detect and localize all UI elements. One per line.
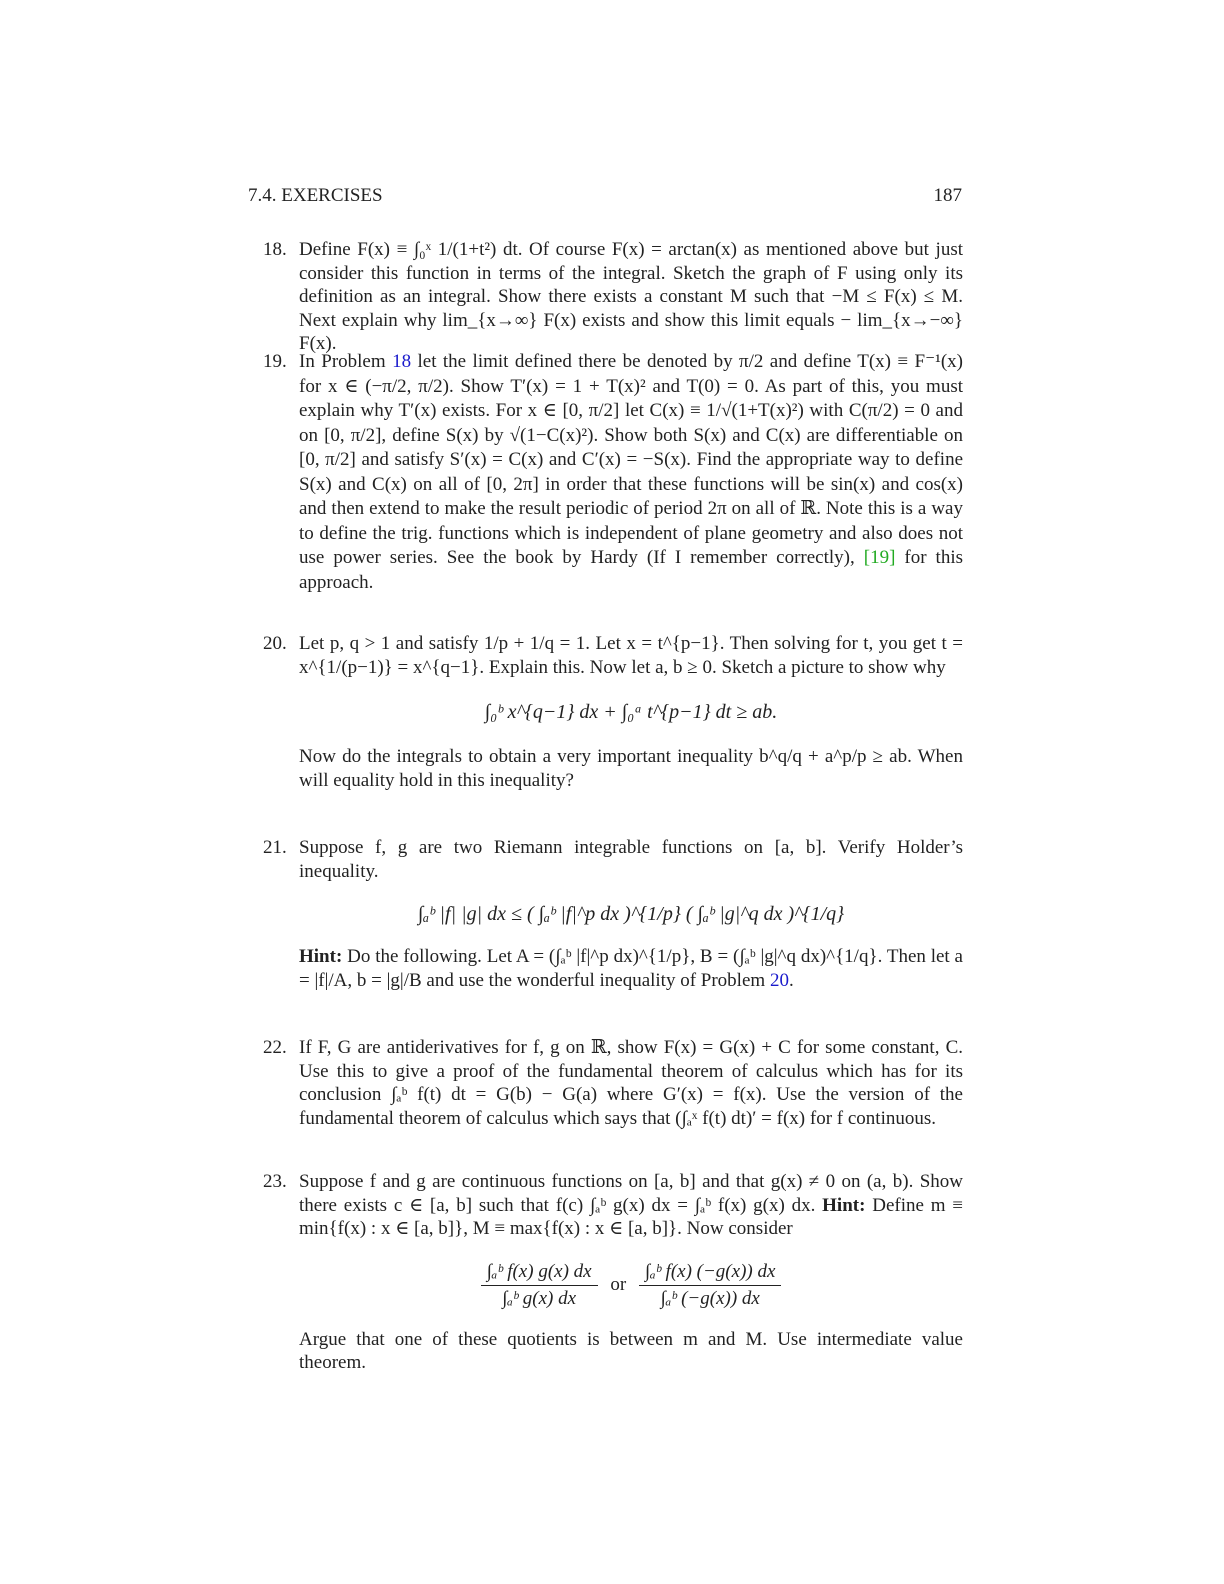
exercise-23 — [263, 1170, 963, 1375]
problem-link[interactable]: 18 — [392, 351, 412, 372]
exercise-text: Let p, q > 1 and satisfy 1/p + 1/q = 1. Let x = t^{p−1}. Then solving for t, you get t = x^{1/(p−1)} = x^{q−1}. Explain this. Now let a, b ≥ 0. Sketch a picture to show why — [299, 633, 963, 678]
exercise-text-continued: Argue that one of these quotients is between m and M. Use intermediate value theorem. — [299, 1328, 963, 1373]
hint-label: Hint: — [822, 1194, 866, 1216]
exercise-text: If F, G are antiderivatives for f, g on ℝ, show F(x) = G(x) + C for some constant, C. Use this to give a proof of the fundamental theorem of calculus which has for its conclusion ∫ₐᵇ f(t) dt = G(b) − G(a) where G′(x) = f(x). Use the version of the fundamental theorem of calculus which says that (∫ₐˣ f(t) dt)′ = f(x) for f continuous. — [299, 1037, 963, 1129]
quotient-fraction: $\frac{\text{∫ₐᵇ f(x) (−g(x)) dx}}{\text{∫ₐᵇ (−g(x)) dx}}$ — [639, 1259, 782, 1312]
exercise-number: 23. — [263, 1171, 287, 1192]
exercise-20 — [263, 632, 963, 792]
exercise-number: 22. — [263, 1037, 287, 1058]
page-number: 187 — [933, 185, 962, 206]
or-word: or — [610, 1274, 627, 1296]
problem-link[interactable]: 20 — [769, 969, 789, 991]
exercise-19 — [263, 350, 963, 595]
holder-inequality: ∫ₐᵇ |f| |g| dx ≤ ( ∫ₐᵇ |f|^p dx )^{1/p} ( ∫ₐᵇ |g|^q dx )^{1/q} — [417, 903, 845, 925]
exercise-number: 18. — [263, 239, 287, 260]
exercise-number: 19. — [263, 351, 287, 372]
exercise-22 — [263, 1036, 963, 1130]
quotient-display — [299, 1259, 963, 1312]
exercise-text: Suppose f and g are continuous functions on [a, b] and that g(x) ≠ 0 on (a, b). Show there exists c ∈ [a, b] such that f(c) ∫ₐᵇ g(x) dx = ∫ₐᵇ f(x) g(x) dx. Hint: Define m ≡ min{f(x) : x ∈ [a, b]}, M ≡ max{f(x) : x ∈ [a, b]}. Now consider — [299, 1171, 964, 1239]
exercise-21 — [263, 836, 963, 992]
running-header — [248, 184, 962, 208]
exercise-text: Define F(x) ≡ ∫₀ˣ 1/(1+t²) dt. Of course F(x) = arctan(x) as mentioned above but just consider this function in terms of the integral. Sketch the graph of F using only its definition as an integral. Show there exists a constant M such that −M ≤ F(x) ≤ M. Next explain why lim_{x→∞} F(x) exists and show this limit equals − lim_{x→−∞} F(x). — [299, 239, 963, 354]
display-equation: ∫₀ᵇ x^{q−1} dx + ∫₀ᵃ t^{p−1} dt ≥ ab. — [484, 701, 778, 723]
exercise-text-continued: Now do the integrals to obtain a very important inequality b^q/q + a^p/p ≥ ab. When will equality hold in this inequality? — [299, 746, 963, 791]
exercise-text: In Problem 18 let the limit defined there be denoted by π/2 and define T(x) ≡ F⁻¹(x) for x ∈ (−π/2, π/2). Show T′(x) = 1 + T(x)² and T(0) = 0. As part of this, you must explain why T′(x) exists. For x ∈ [0, π/2] let C(x) ≡ 1/√(1+T(x)²) with C(π/2) = 0 and on [0, π/2], define S(x) by √(1−C(x)²). Show both S(x) and C(x) are differentiable on [0, π/2] and satisfy S′(x) = C(x) and C′(x) = −S(x). Find the appropriate way to define S(x) and C(x) on all of [0, 2π] in order that these functions will be sin(x) and cos(x) and then extend to make the result periodic of period 2π on all of ℝ. Note this is a way to define the trig. functions which is independent of plane geometry and also does not use power series. See the book by Hardy (If I remember correctly), [19] for this approach. — [299, 351, 963, 593]
exercise-number: 21. — [263, 837, 287, 858]
quotient-fraction: $\frac{\text{∫ₐᵇ f(x) g(x) dx}}{\text{∫ₐᵇ g(x) dx}}$ — [481, 1259, 598, 1312]
hint-label: Hint: — [299, 946, 343, 967]
section-title: 7.4. EXERCISES — [248, 185, 383, 206]
exercise-number: 20. — [263, 633, 287, 654]
citation-link[interactable]: [19] — [863, 547, 896, 568]
exercise-18 — [263, 238, 963, 356]
exercise-text: Suppose f, g are two Riemann integrable functions on [a, b]. Verify Holder’s inequality. — [299, 837, 963, 882]
hint-text: Hint: Do the following. Let A = (∫ₐᵇ |f|^p dx)^{1/p}, B = (∫ₐᵇ |g|^q dx)^{1/q}. Then let a = |f|/A, b = |g|/B and use the wonderful inequality of Problem 20. — [299, 946, 963, 991]
